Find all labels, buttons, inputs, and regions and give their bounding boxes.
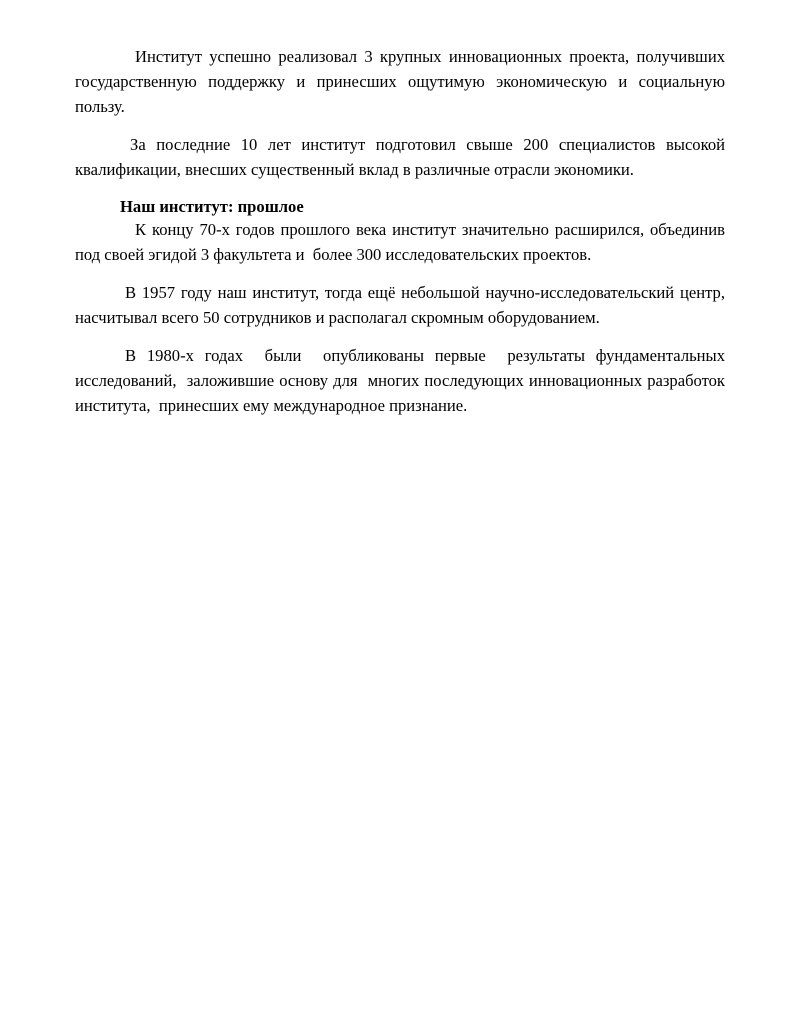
paragraph-text: Институт успешно реализовал 3 крупных инновационных проекта, получивших государственную поддержку и принесших ощутимую экономическую и социальную пользу. (75, 47, 730, 116)
section-heading: Наш институт: прошлое (120, 197, 304, 216)
paragraph-text: К концу 70-х годов прошлого века институт значительно расширился, объединив под своей эгидой 3 факультета и более 300 исследовательских проектов. (75, 220, 730, 264)
paragraph-text: В 1980-х годах были опубликованы первые результаты фундаментальных исследований, заложившие основу для многих последующих инновационных разработок института, принесших ему международное признание. (75, 346, 730, 415)
paragraph-text: За последние 10 лет институт подготовил свыше 200 специалистов высокой квалификации, внесших существенный вклад в различные отрасли экономики. (75, 135, 730, 179)
paragraph-1957-founding (75, 280, 730, 330)
document-page (75, 44, 730, 431)
paragraph-specialists (75, 132, 730, 182)
paragraph-text: В 1957 году наш институт, тогда ещё небольшой научно-исследовательский центр, насчитывал всего 50 сотрудников и располагал скромным оборудованием. (75, 283, 730, 327)
paragraph-1980s-research (75, 343, 730, 418)
paragraph-innovation-projects (75, 44, 730, 119)
paragraph-seventies-expansion (75, 217, 730, 267)
